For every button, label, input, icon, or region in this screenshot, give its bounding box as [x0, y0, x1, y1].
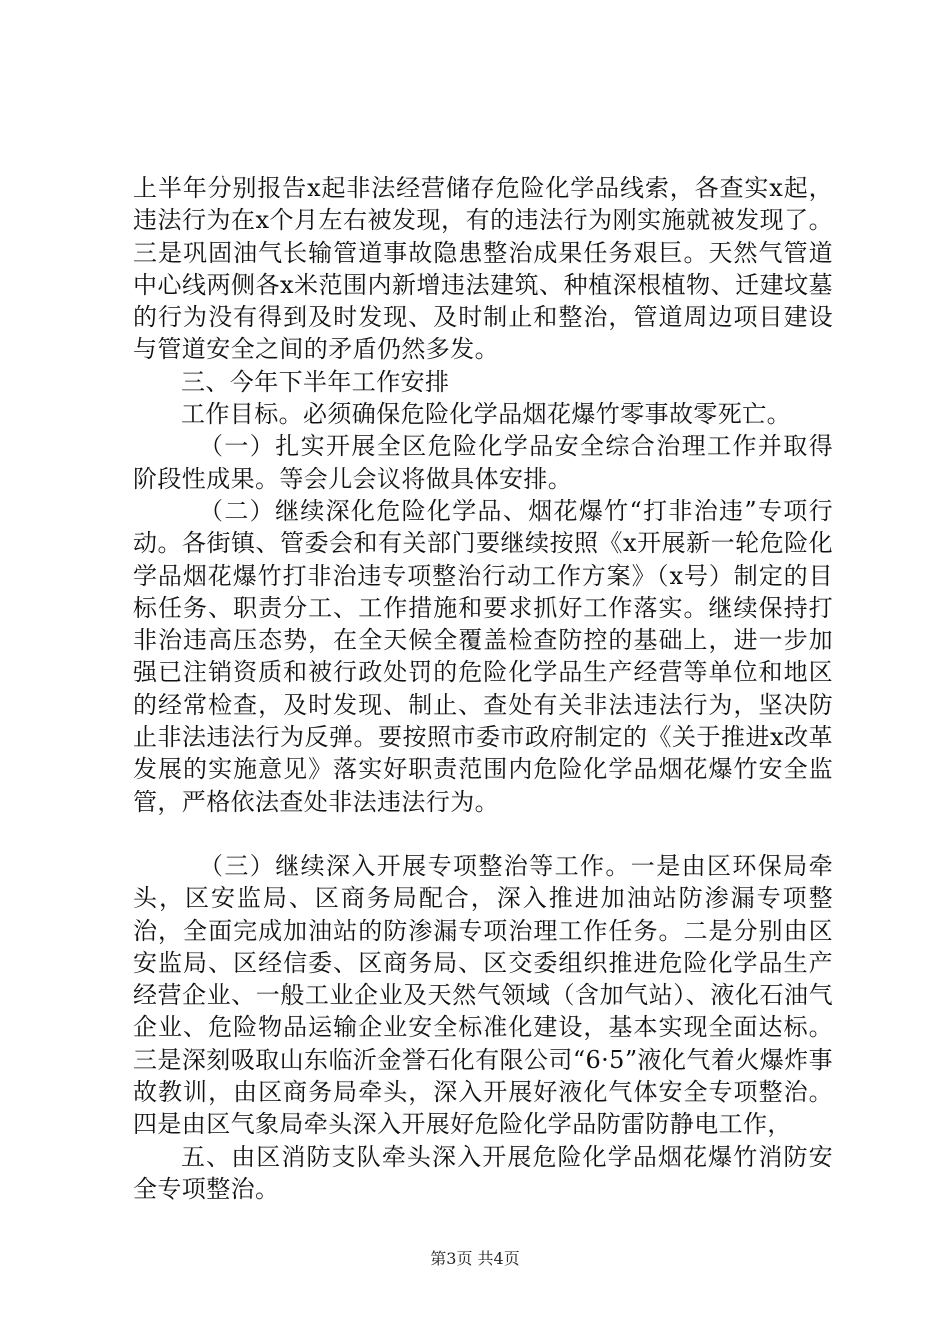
- paragraph-continuation: 上半年分别报告x起非法经营储存危险化学品线索，各查实x起，违法行为在x个月左右被发现，有的违法行为刚实施就被发现了。三是巩固油气长输管道事故隐患整治成果任务艰巨。天然气管道中心线两侧各x米范围内新增违法建筑、种植深根植物、迁建坟墓的行为没有得到及时发现、及时制止和整治，管道周边项目建设与管道安全之间的矛盾仍然多发。: [133, 174, 833, 364]
- paragraph-work-goal: 工作目标。必须确保危险化学品烟花爆竹零事故零死亡。: [181, 400, 791, 429]
- document-body: [133, 172, 833, 1205]
- paragraph-item-two: （二）继续深化危险化学品、烟花爆竹“打非治违”专项行动。各街镇、管委会和有关部门要继续按照《x开展新一轮危险化学品烟花爆竹打非治违专项整治行动工作方案》（x号）制定的目标任务、职责分工、工作措施和要求抓好工作落实。继续保持打非治违高压态势，在全天候全覆盖检查防控的基础上，进一步加强已注销资质和被行政处罚的危险化学品生产经营等单位和地区的经常检查，及时发现、制止、查处有关非法违法行为，坚决防止非法违法行为反弹。要按照市委市政府制定的《关于推进x改革发展的实施意见》落实好职责范围内危险化学品烟花爆竹安全监管，严格依法查处非法违法行为。: [133, 496, 833, 816]
- paragraph-item-one: （一）扎实开展全区危险化学品安全综合治理工作并取得阶段性成果。等会儿会议将做具体安排。: [133, 432, 833, 493]
- paragraph-spacer: [133, 818, 833, 850]
- section-heading-three: 三、今年下半年工作安排: [181, 367, 450, 396]
- paragraph-item-five: 五、由区消防支队牵头深入开展危险化学品烟花爆竹消防安全专项整治。: [133, 1142, 833, 1203]
- paragraph-item-three: （三）继续深入开展专项整治等工作。一是由区环保局牵头，区安监局、区商务局配合，深入推进加油站防渗漏专项整治，全面完成加油站的防渗漏专项治理工作任务。二是分别由区安监局、区经信委、区商务局、区交委组织推进危险化学品生产经营企业、一般工业企业及天然气领域（含加气站）、液化石油气企业、危险物品运输企业安全标准化建设，基本实现全面达标。三是深刻吸取山东临沂金誉石化有限公司“6·5”液化气着火爆炸事故教训，由区商务局牵头，深入开展好液化气体安全专项整治。四是由区气象局牵头深入开展好危险化学品防雷防静电工作，: [133, 851, 833, 1139]
- page-number-footer: 第3页 共4页: [430, 1249, 520, 1268]
